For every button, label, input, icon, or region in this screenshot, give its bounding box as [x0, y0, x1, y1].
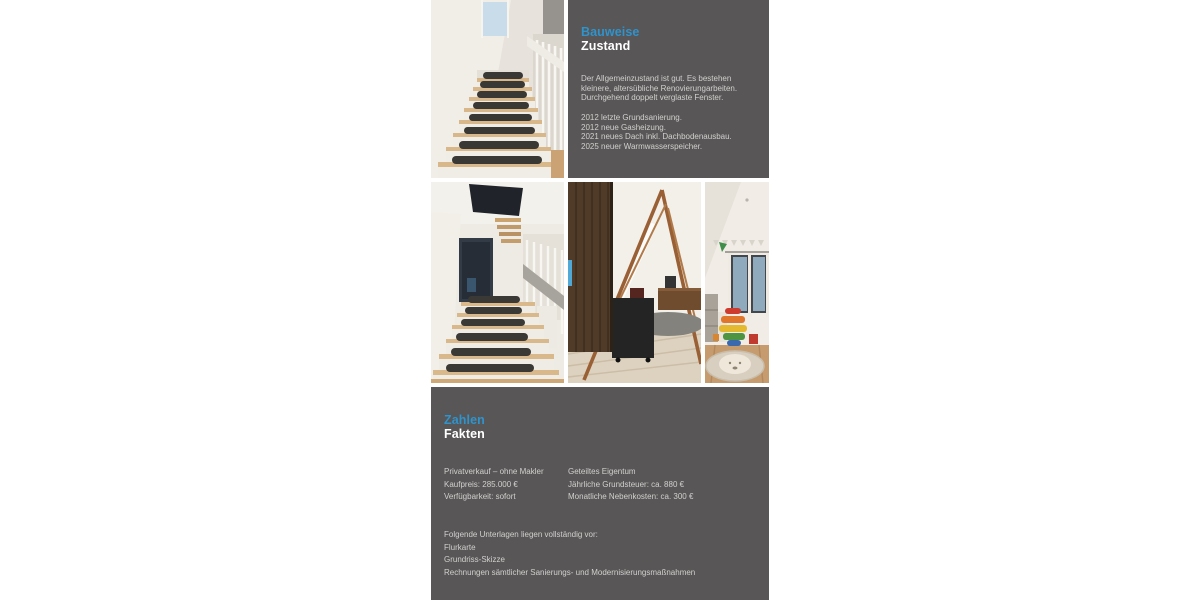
zahlen-heading-accent: Zahlen: [444, 413, 485, 427]
rug-animal-face: [719, 354, 751, 374]
dark-cabinet: [612, 298, 654, 358]
bauweise-heading-accent: Bauweise: [581, 25, 640, 39]
condition-paragraph: [581, 74, 737, 103]
section-zahlen-fakten: [431, 387, 769, 600]
paragraph-line: Der Allgemeinzustand ist gut. Es bestehen: [581, 74, 732, 83]
window: [732, 256, 748, 312]
paragraph-line: kleinere, altersübliche Renovierungarbeiten.: [581, 83, 738, 93]
facts-column-left: [444, 466, 544, 504]
brochure-content: [431, 0, 769, 600]
staircase-photo-illustration: [431, 0, 564, 178]
desk-monitor: [665, 276, 676, 288]
sideboard: [658, 288, 701, 310]
documents-intro: Folgende Unterlagen liegen vollständig vor:: [444, 530, 598, 539]
history-item: 2012 neue Gasheizung.: [581, 122, 666, 132]
attic-photo-illustration: [568, 182, 701, 383]
fact-item: Privatverkauf – ohne Makler: [444, 467, 544, 476]
fact-item: Jährliche Grundsteuer: ca. 880 €: [568, 479, 685, 489]
fact-item: Verfügbarkeit: sofort: [444, 492, 516, 502]
history-item: 2025 neuer Warmwasserspeicher.: [581, 141, 703, 151]
staircase-photo-illustration: [431, 182, 564, 383]
zahlen-heading-main: Fakten: [444, 426, 485, 441]
kids-room-photo-illustration: [705, 182, 769, 383]
zahlen-heading: [444, 414, 485, 441]
blue-reflection: [568, 260, 572, 286]
photo-staircase-bottom-view: [431, 0, 564, 178]
renovation-history-list: [581, 113, 732, 151]
fact-item: Kaufpreis: 285.000 €: [444, 479, 518, 489]
facts-column-right: [568, 466, 693, 504]
photo-staircase-upper-view: [431, 182, 564, 383]
attic-hatch: [469, 184, 523, 216]
bauweise-heading-main: Zustand: [581, 38, 631, 53]
window: [752, 256, 766, 312]
wood-wardrobe: [568, 182, 612, 352]
history-item: 2012 letzte Grundsanierung.: [581, 113, 682, 122]
paragraph-line: Durchgehend doppelt verglaste Fenster.: [581, 93, 724, 102]
fact-item: Monatliche Nebenkosten: ca. 300 €: [568, 492, 694, 502]
document-item: Flurkarte: [444, 542, 476, 552]
documents-list: [444, 529, 695, 580]
history-item: 2021 neues Dach inkl. Dachbodenausbau.: [581, 132, 732, 141]
photo-kids-room: [705, 182, 769, 383]
bauweise-heading: [581, 26, 639, 53]
window: [483, 2, 507, 36]
photo-attic-room: [568, 182, 701, 383]
fact-item: Geteiltes Eigentum: [568, 467, 636, 476]
document-item: Grundriss-Skizze: [444, 555, 505, 565]
document-item: Rechnungen sämtlicher Sanierungs- und Modernisierungsmaßnahmen: [444, 568, 696, 578]
section-bauweise-zustand: [568, 0, 769, 178]
